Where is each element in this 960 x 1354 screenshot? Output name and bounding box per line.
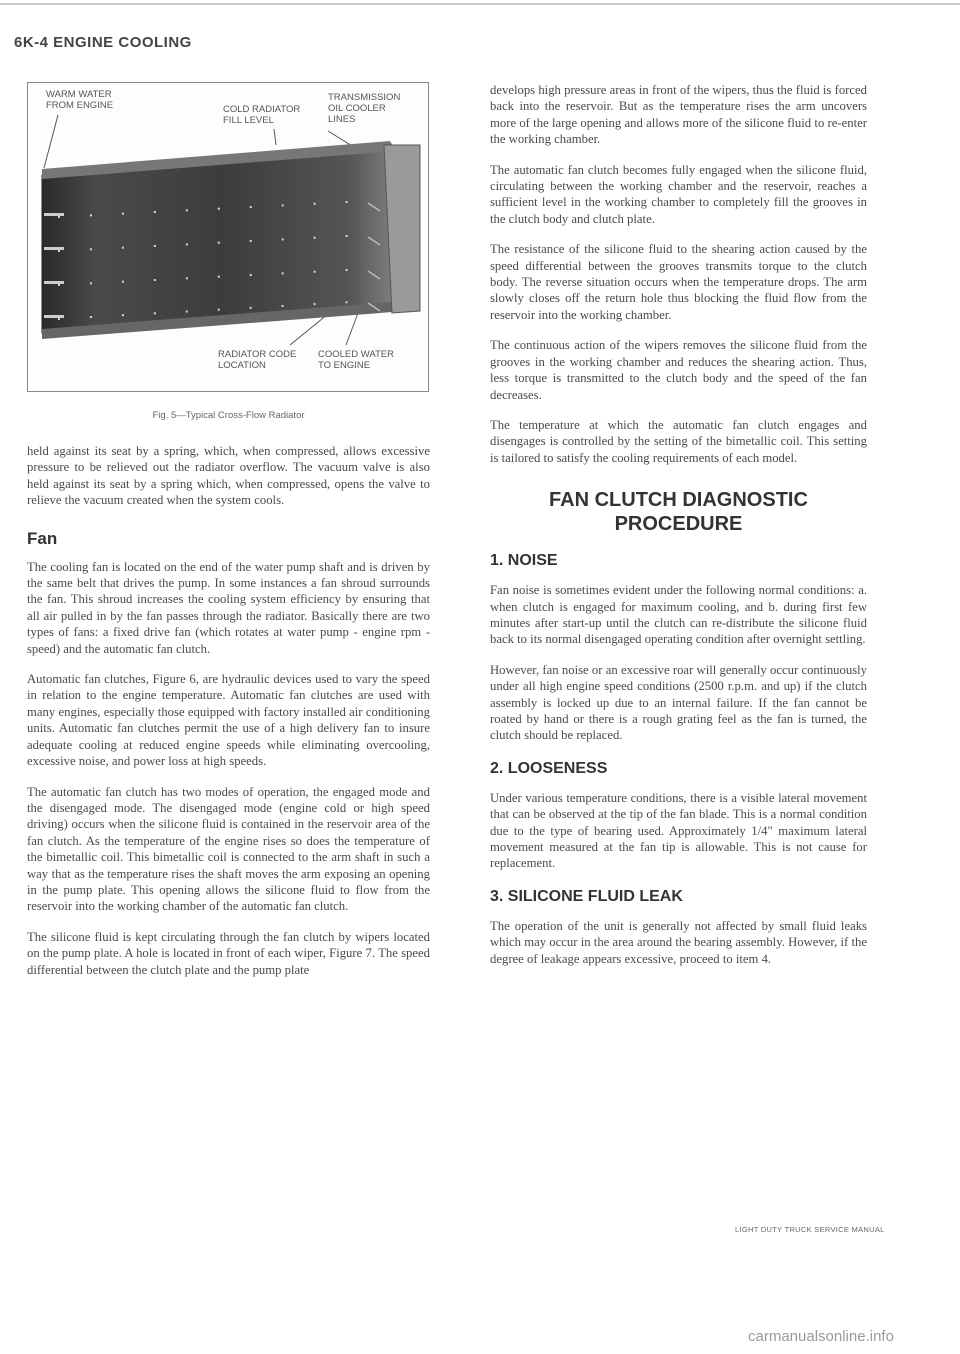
right-paragraph-6: Fan noise is sometimes evident under the following normal conditions: a. when clutch is engaged for maximum cooling, and b. during first few minutes after start-up until the clutch can re-distribute the silicone fluid back to its normal disengaged operating condition after overnight settling.	[490, 583, 867, 647]
right-paragraph-4: The continuous action of the wipers removes the silicone fluid from the grooves in the working chamber and reduces the shearing action. Thus, less torque is transmitted to the clutch body and the speed of the fan decreases.	[490, 338, 867, 402]
fan-heading: Fan	[27, 528, 58, 548]
left-paragraph-4: The automatic fan clutch has two modes of operation, the engaged mode and the disengaged mode. The disengaged mode (engine cold or high speed driving) occurs when the silicone fluid is contained in the reservoir area of the fan clutch. As the temperature of the engine rises so does the temperature of the bimetallic coil. This bimetallic coil is connected to the arm shaft in such a way that as the temperature rises the shaft moves the arm exposing an opening in the pump plate. This opening allows the silicone fluid to flow from the reservoir into the working chamber of the automatic fan clutch.	[27, 784, 430, 914]
left-paragraph-3: Automatic fan clutches, Figure 6, are hydraulic devices used to vary the speed in relation to the engine temperature. Automatic fan clutches are used with many engines, especially those equipped with factory installed air conditioning units. Automatic fan clutches permit the use of a high delivery fan to insure adequate cooling at reduced engine speeds while eliminating overcooling, excessive noise, and power loss at high speeds.	[27, 672, 430, 769]
label-warm-water: WARM WATER FROM ENGINE	[46, 89, 114, 111]
label-radiator-code: RADIATOR CODE LOCATION	[218, 349, 297, 371]
radiator-figure	[27, 82, 429, 392]
left-column	[27, 82, 430, 992]
label-cooled-water: COOLED WATER TO ENGINE	[318, 349, 395, 371]
page-header: 6K-4 ENGINE COOLING	[14, 34, 192, 51]
right-paragraph-8: Under various temperature conditions, there is a visible lateral movement that can be observed at the tip of the fan blade. This is a normal condition due to the type of bearing used. Approximately 1/4" maximum lateral movement measured at the fan tip is allowable. This is not cause for replacement.	[490, 790, 867, 871]
right-paragraph-2: The automatic fan clutch becomes fully engaged when the silicone fluid, circulating between the working chamber and the reservoir, reaches a sufficient level in the working chamber to completely fill the grooves in the clutch body and clutch plate.	[490, 162, 867, 226]
watermark: carmanualsonline.info	[748, 1328, 894, 1345]
right-column	[490, 82, 867, 981]
section-title: FAN CLUTCH DIAGNOSTIC PROCEDURE	[549, 489, 808, 536]
page-footer: LIGHT DUTY TRUCK SERVICE MANUAL	[735, 1225, 885, 1234]
top-rule	[0, 3, 960, 5]
right-paragraph-5: The temperature at which the automatic fan clutch engages and disengages is controlled by the setting of the bimetallic coil. This setting is tailored to satisfy the cooling requirements of each model.	[490, 417, 867, 465]
right-paragraph-7: However, fan noise or an excessive roar will generally occur continuously under all high engine speed conditions (2500 r.p.m. and up) if the clutch assembly is locked up due to an internal failure. If the fan cannot be roated by hand or there is a rough grating feel as the fan is turned, the clutch should be replaced.	[490, 662, 867, 743]
heading-looseness: 2. LOOSENESS	[490, 759, 608, 777]
left-paragraph-5: The silicone fluid is kept circulating through the fan clutch by wipers located on the pump plate. A hole is located in front of each wiper, Figure 7. The speed differential between the clutch plate and the pump plate	[27, 929, 430, 977]
right-paragraph-1: develops high pressure areas in front of the wipers, thus the fluid is forced back into the reservoir. But as the temperature rises the arm uncovers more of the large opening and allows more of the silicone fluid to re-enter the working chamber.	[490, 83, 867, 147]
heading-noise: 1. NOISE	[490, 552, 558, 570]
radiator-illustration	[28, 83, 428, 391]
left-paragraph-2: The cooling fan is located on the end of the water pump shaft and is driven by the same belt that drives the pump. In some instances a fan shroud surrounds the fan. This shroud increases the cooling system efficiency by ensuring that all air pulled in by the fan passes through the radiator. Basically there are two types of fans: a fixed drive fan (which rotates at water pump - engine rpm - speed) and the automatic fan clutch.	[27, 559, 430, 656]
label-transmission: TRANSMISSION OIL COOLER LINES	[328, 92, 401, 125]
heading-silicone-leak: 3. SILICONE FLUID LEAK	[490, 887, 683, 905]
left-paragraph-1: held against its seat by a spring, which, when compressed, allows excessive pressure to be relieved out the radiator overflow. The vacuum valve is also held against its seat by a spring which, when compressed, opens the valve to relieve the vacuum created when the system cools.	[27, 444, 430, 508]
right-paragraph-3: The resistance of the silicone fluid to the shearing action caused by the speed differential between the grooves transmits torque to the clutch body. The reverse situation occurs when the temperature drops. The arm slowly closes off the return hole thus blocking the fluid flow from the reservoir into the working chamber.	[490, 242, 867, 322]
figure-caption: Fig. 5—Typical Cross-Flow Radiator	[152, 410, 305, 421]
label-cold-radiator: COLD RADIATOR FILL LEVEL	[223, 104, 301, 126]
right-paragraph-9: The operation of the unit is generally not affected by small fluid leaks which may occur in the area around the bearing assembly. However, if the degree of leakage appears excessive, proceed to item 4.	[490, 918, 867, 966]
